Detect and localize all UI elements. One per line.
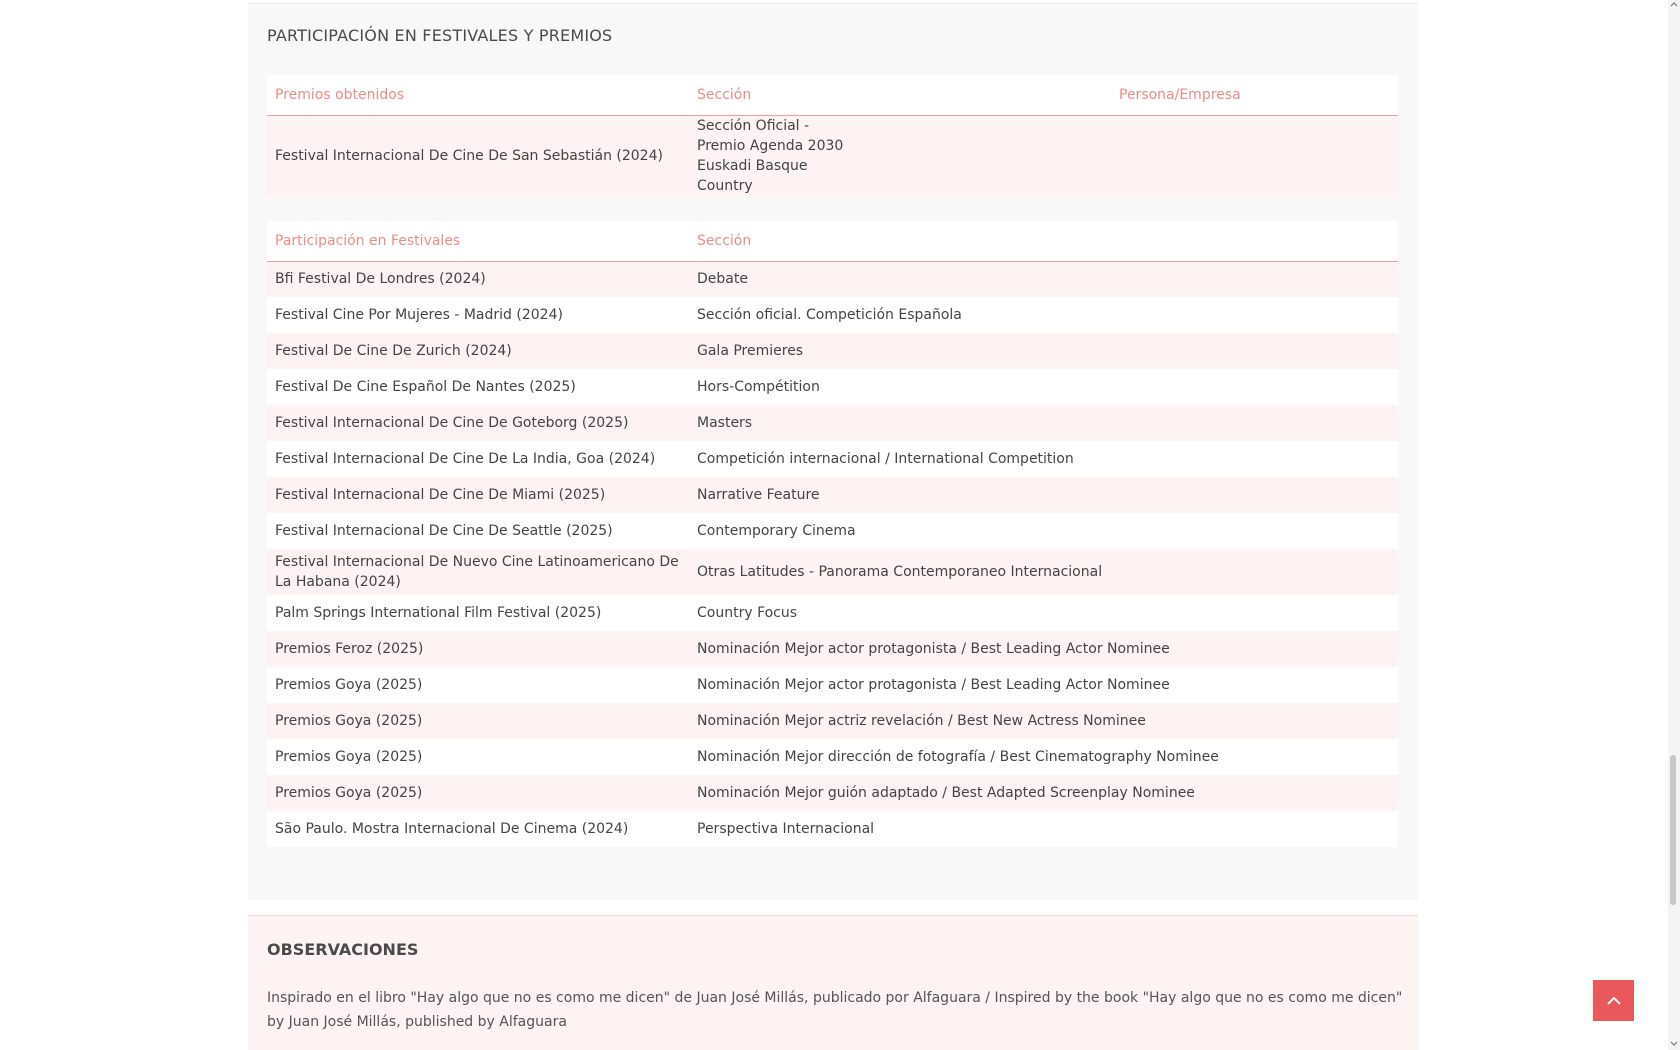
- festival-name: Festival Internacional De Nuevo Cine Latinoamericano De La Habana (2024): [267, 549, 689, 595]
- table-row: [267, 261, 1398, 297]
- table-row: [267, 595, 1398, 631]
- festival-section: Nominación Mejor actor protagonista / Best Leading Actor Nominee: [689, 631, 1398, 667]
- festival-name: São Paulo. Mostra Internacional De Cinema (2024): [267, 811, 689, 847]
- festivals-section-title: PARTICIPACIÓN EN FESTIVALES Y PREMIOS: [267, 26, 613, 45]
- festival-section: Hors-Compétition: [689, 369, 1398, 405]
- festival-section: Otras Latitudes - Panorama Contemporaneo Internacional: [689, 549, 1398, 595]
- scroll-up-arrow-icon[interactable]: [1669, 0, 1679, 10]
- festival-name: Premios Goya (2025): [267, 703, 689, 739]
- festival-section: Perspectiva Internacional: [689, 811, 1398, 847]
- table-row: [267, 297, 1398, 333]
- scrollbar-thumb[interactable]: [1670, 755, 1676, 905]
- table-row: [267, 739, 1398, 775]
- table-row: [267, 703, 1398, 739]
- table-row: [267, 513, 1398, 549]
- festival-section: Masters: [689, 405, 1398, 441]
- festival-section: Sección oficial. Competición Española: [689, 297, 1398, 333]
- back-to-top-button[interactable]: [1593, 980, 1634, 1021]
- festival-name: Festival Cine Por Mujeres - Madrid (2024): [267, 297, 689, 333]
- awards-header-section: Sección: [689, 75, 1111, 115]
- festival-name: Palm Springs International Film Festival (2025): [267, 595, 689, 631]
- festival-section: Nominación Mejor dirección de fotografía / Best Cinematography Nominee: [689, 739, 1398, 775]
- festival-section: Narrative Feature: [689, 477, 1398, 513]
- vertical-scrollbar[interactable]: [1668, 0, 1680, 1050]
- observations-title: OBSERVACIONES: [267, 940, 419, 959]
- award-festival: Festival Internacional De Cine De San Sebastián (2024): [267, 115, 689, 196]
- observations-text: Inspirado en el libro "Hay algo que no es como me dicen" de Juan José Millás, publicado por Alfaguara / Inspired by the book "Hay algo que no es como me dicen" by Juan José Millás, published by Alfaguara: [267, 990, 1403, 1030]
- festival-name: Premios Goya (2025): [267, 739, 689, 775]
- awards-header-award: Premios obtenidos: [267, 75, 689, 115]
- participation-table: [267, 221, 1398, 847]
- festival-section: Country Focus: [689, 595, 1398, 631]
- festival-name: Premios Goya (2025): [267, 775, 689, 811]
- table-row: [267, 115, 1398, 196]
- participation-header-row: [267, 221, 1398, 261]
- festival-section: Debate: [689, 261, 1398, 297]
- awards-table: [267, 75, 1398, 196]
- table-row: [267, 441, 1398, 477]
- festival-name: Festival De Cine De Zurich (2024): [267, 333, 689, 369]
- observations-section: [248, 915, 1418, 1050]
- awards-header-person: Persona/Empresa: [1111, 75, 1398, 115]
- festival-name: Festival Internacional De Cine De La India, Goa (2024): [267, 441, 689, 477]
- table-row: [267, 477, 1398, 513]
- table-row: [267, 333, 1398, 369]
- festival-section: Gala Premieres: [689, 333, 1398, 369]
- festival-name: Festival Internacional De Cine De Goteborg (2025): [267, 405, 689, 441]
- festival-section: Contemporary Cinema: [689, 513, 1398, 549]
- festival-section: Nominación Mejor actriz revelación / Best New Actress Nominee: [689, 703, 1398, 739]
- festival-section: Nominación Mejor guión adaptado / Best Adapted Screenplay Nominee: [689, 775, 1398, 811]
- table-row: [267, 667, 1398, 703]
- festival-name: Premios Goya (2025): [267, 667, 689, 703]
- festival-section: Nominación Mejor actor protagonista / Best Leading Actor Nominee: [689, 667, 1398, 703]
- table-row: [267, 775, 1398, 811]
- chevron-up-icon: [1606, 996, 1622, 1006]
- festival-section: Competición internacional / International Competition: [689, 441, 1398, 477]
- table-row: [267, 369, 1398, 405]
- festivals-section: [248, 3, 1418, 900]
- awards-header-row: [267, 75, 1398, 115]
- table-row: [267, 631, 1398, 667]
- award-section: Sección Oficial - Premio Agenda 2030 Euskadi Basque Country: [689, 115, 1111, 196]
- table-row: [267, 405, 1398, 441]
- table-row: [267, 811, 1398, 847]
- participation-header-section: Sección: [689, 221, 1398, 261]
- festival-name: Bfi Festival De Londres (2024): [267, 261, 689, 297]
- festival-name: Festival Internacional De Cine De Miami (2025): [267, 477, 689, 513]
- scroll-down-arrow-icon[interactable]: [1669, 1038, 1679, 1048]
- festival-name: Festival De Cine Español De Nantes (2025): [267, 369, 689, 405]
- participation-header-festival: Participación en Festivales: [267, 221, 689, 261]
- award-person: [1111, 115, 1398, 196]
- festival-name: Premios Feroz (2025): [267, 631, 689, 667]
- table-row: [267, 549, 1398, 595]
- festival-name: Festival Internacional De Cine De Seattle (2025): [267, 513, 689, 549]
